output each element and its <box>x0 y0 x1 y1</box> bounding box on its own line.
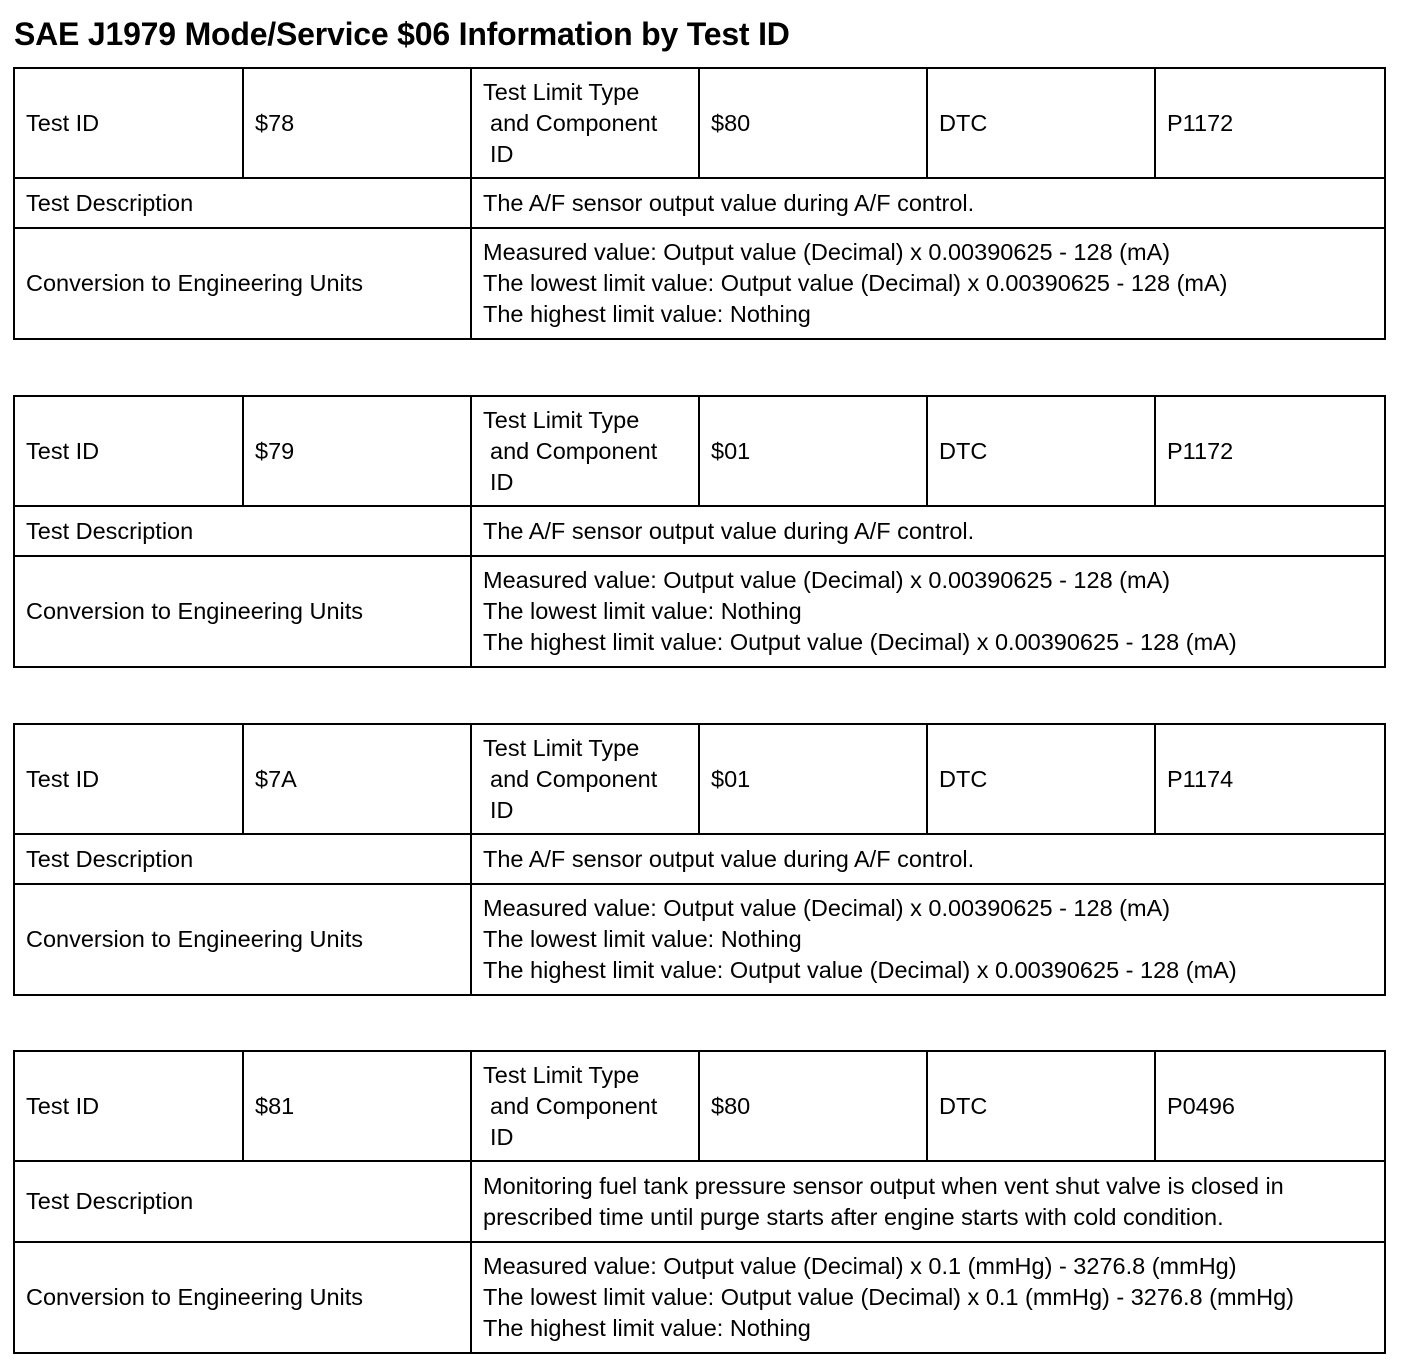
test-id-row <box>14 1051 1385 1161</box>
limit-type-label: Test Limit Type and Component ID <box>471 68 699 178</box>
test-description-value: The A/F sensor output value during A/F control. <box>471 834 1385 884</box>
conversion-row <box>14 556 1385 667</box>
conversion-value: Measured value: Output value (Decimal) x 0.00390625 - 128 (mA) The lowest limit value: Nothing The highest limit value: Output value (Decimal) x 0.00390625 - 128 (mA) <box>471 556 1385 667</box>
test-id-table <box>13 1050 1386 1354</box>
conversion-row <box>14 884 1385 995</box>
conversion-value: Measured value: Output value (Decimal) x 0.1 (mmHg) - 3276.8 (mmHg) The lowest limit value: Output value (Decimal) x 0.1 (mmHg) - 3276.8 (mmHg) The highest limit value: Nothing <box>471 1242 1385 1353</box>
dtc-label: DTC <box>927 68 1155 178</box>
conversion-row <box>14 1242 1385 1353</box>
dtc-value: P1172 <box>1155 396 1385 506</box>
dtc-value: P1174 <box>1155 724 1385 834</box>
test-description-row <box>14 1161 1385 1242</box>
test-description-label: Test Description <box>14 506 471 556</box>
limit-type-label: Test Limit Type and Component ID <box>471 724 699 834</box>
test-id-table <box>13 67 1386 340</box>
dtc-value: P1172 <box>1155 68 1385 178</box>
conversion-label: Conversion to Engineering Units <box>14 884 471 995</box>
test-id-label: Test ID <box>14 724 243 834</box>
limit-type-value: $01 <box>699 724 927 834</box>
test-id-row <box>14 724 1385 834</box>
conversion-value: Measured value: Output value (Decimal) x 0.00390625 - 128 (mA) The lowest limit value: Output value (Decimal) x 0.00390625 - 128 (mA) The highest limit value: Nothing <box>471 228 1385 339</box>
test-id-label: Test ID <box>14 68 243 178</box>
test-id-label: Test ID <box>14 396 243 506</box>
page-title: SAE J1979 Mode/Service $06 Information by Test ID <box>14 16 790 52</box>
conversion-row <box>14 228 1385 339</box>
test-id-value: $78 <box>243 68 471 178</box>
dtc-label: DTC <box>927 1051 1155 1161</box>
test-description-value: The A/F sensor output value during A/F control. <box>471 506 1385 556</box>
test-id-label: Test ID <box>14 1051 243 1161</box>
test-description-row <box>14 834 1385 884</box>
test-id-value: $7A <box>243 724 471 834</box>
test-id-value: $81 <box>243 1051 471 1161</box>
test-description-value: The A/F sensor output value during A/F control. <box>471 178 1385 228</box>
dtc-label: DTC <box>927 724 1155 834</box>
conversion-label: Conversion to Engineering Units <box>14 556 471 667</box>
limit-type-label: Test Limit Type and Component ID <box>471 1051 699 1161</box>
test-description-label: Test Description <box>14 834 471 884</box>
limit-type-label: Test Limit Type and Component ID <box>471 396 699 506</box>
test-id-value: $79 <box>243 396 471 506</box>
test-id-table <box>13 723 1386 996</box>
test-description-row <box>14 178 1385 228</box>
test-description-label: Test Description <box>14 178 471 228</box>
test-description-label: Test Description <box>14 1161 471 1242</box>
conversion-label: Conversion to Engineering Units <box>14 228 471 339</box>
test-description-value: Monitoring fuel tank pressure sensor output when vent shut valve is closed in prescribed time until purge starts after engine starts with cold condition. <box>471 1161 1385 1242</box>
test-id-table <box>13 395 1386 668</box>
limit-type-value: $80 <box>699 1051 927 1161</box>
test-id-row <box>14 396 1385 506</box>
dtc-value: P0496 <box>1155 1051 1385 1161</box>
conversion-value: Measured value: Output value (Decimal) x 0.00390625 - 128 (mA) The lowest limit value: Nothing The highest limit value: Output value (Decimal) x 0.00390625 - 128 (mA) <box>471 884 1385 995</box>
limit-type-value: $80 <box>699 68 927 178</box>
test-id-row <box>14 68 1385 178</box>
conversion-label: Conversion to Engineering Units <box>14 1242 471 1353</box>
dtc-label: DTC <box>927 396 1155 506</box>
test-description-row <box>14 506 1385 556</box>
limit-type-value: $01 <box>699 396 927 506</box>
